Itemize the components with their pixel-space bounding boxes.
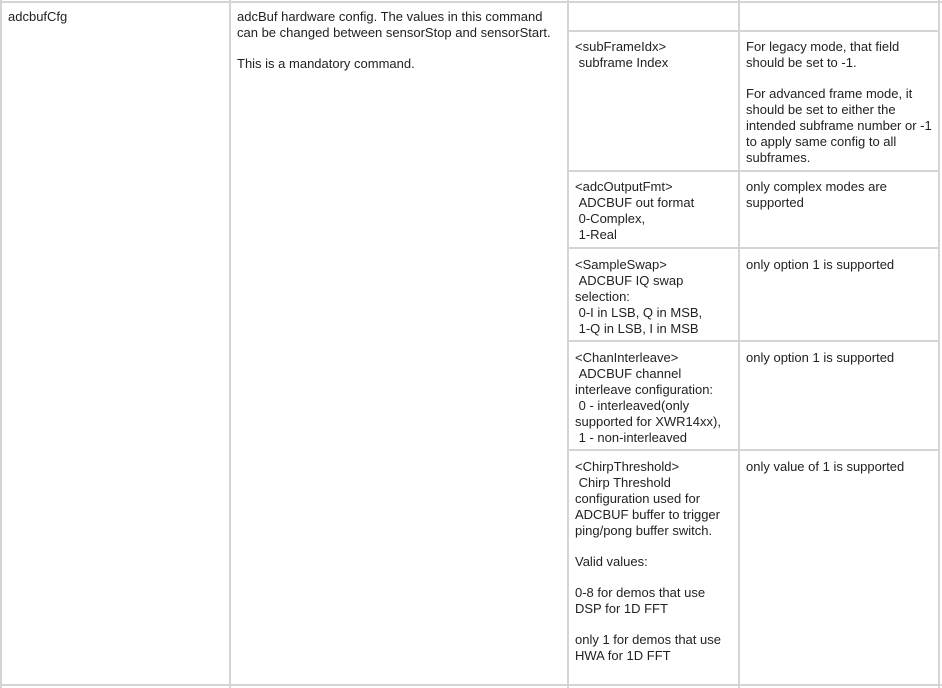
command-description: adcBuf hardware config. The values in this command can be changed between sensorStop and sensorStart. [237, 9, 551, 40]
param-desc: ADCBUF out format [575, 195, 695, 210]
param-note-cell-adcoutputfmt [740, 173, 938, 211]
param-option: 1-Real [575, 227, 617, 242]
mandatory-note: This is a mandatory command. [237, 56, 415, 71]
valid-values-hwa: only 1 for demos that use HWA for 1D FFT [575, 632, 725, 663]
param-note-cell-chirpthreshold [740, 453, 938, 475]
command-name: adcbufCfg [8, 9, 68, 24]
param-name: <ChanInterleave> [575, 350, 679, 365]
row-divider [569, 340, 940, 342]
param-option: 1 - non-interleaved [575, 430, 688, 445]
valid-values-dsp: 0-8 for demos that use DSP for 1D FFT [575, 585, 709, 616]
param-cell-adcoutputfmt [569, 173, 738, 243]
row-divider [569, 449, 940, 451]
param-note: only option 1 is supported [746, 257, 895, 272]
param-cell-subframeidx [569, 33, 738, 71]
param-option: 0 - interleaved(only supported for XWR14xx), [575, 398, 721, 429]
param-note: For legacy mode, that field should be set to -1. [746, 39, 903, 70]
param-option: 0-I in LSB, Q in MSB, [575, 305, 703, 320]
param-name: <adcOutputFmt> [575, 179, 673, 194]
param-name: <SampleSwap> [575, 257, 667, 272]
param-note: only value of 1 is supported [746, 459, 905, 474]
param-option: 0-Complex, [575, 211, 646, 226]
param-name: <ChirpThreshold> [575, 459, 680, 474]
row-divider [569, 170, 940, 172]
command-name-cell [2, 3, 229, 25]
param-note: only option 1 is supported [746, 350, 895, 365]
column-divider-1 [229, 0, 231, 688]
param-note-cell-subframeidx [740, 33, 938, 166]
table-border-right [938, 0, 940, 688]
param-desc: subframe Index [575, 55, 669, 70]
command-description-cell [231, 3, 567, 72]
param-desc: ADCBUF IQ swap selection: [575, 273, 687, 304]
param-note: For advanced frame mode, it should be set to either the intended subframe number or -1 to apply same config to all subframes. [746, 86, 936, 165]
valid-values-label: Valid values: [575, 554, 648, 569]
param-desc: Chirp Threshold configuration used for ADCBUF buffer to trigger ping/pong buffer switch. [575, 475, 724, 538]
table-border-left [0, 0, 2, 688]
param-cell-chaninterleave [569, 344, 738, 446]
param-cell-sampleswap [569, 251, 738, 337]
param-note-cell-chaninterleave [740, 344, 938, 366]
param-option: 1-Q in LSB, I in MSB [575, 321, 699, 336]
param-name: <subFrameIdx> [575, 39, 667, 54]
param-desc: ADCBUF channel interleave configuration: [575, 366, 714, 397]
row-divider [569, 247, 940, 249]
param-cell-chirpthreshold [569, 453, 738, 664]
table-border-bottom [0, 684, 942, 686]
row-divider [569, 30, 940, 32]
param-note: only complex modes are supported [746, 179, 891, 210]
param-note-cell-sampleswap [740, 251, 938, 273]
